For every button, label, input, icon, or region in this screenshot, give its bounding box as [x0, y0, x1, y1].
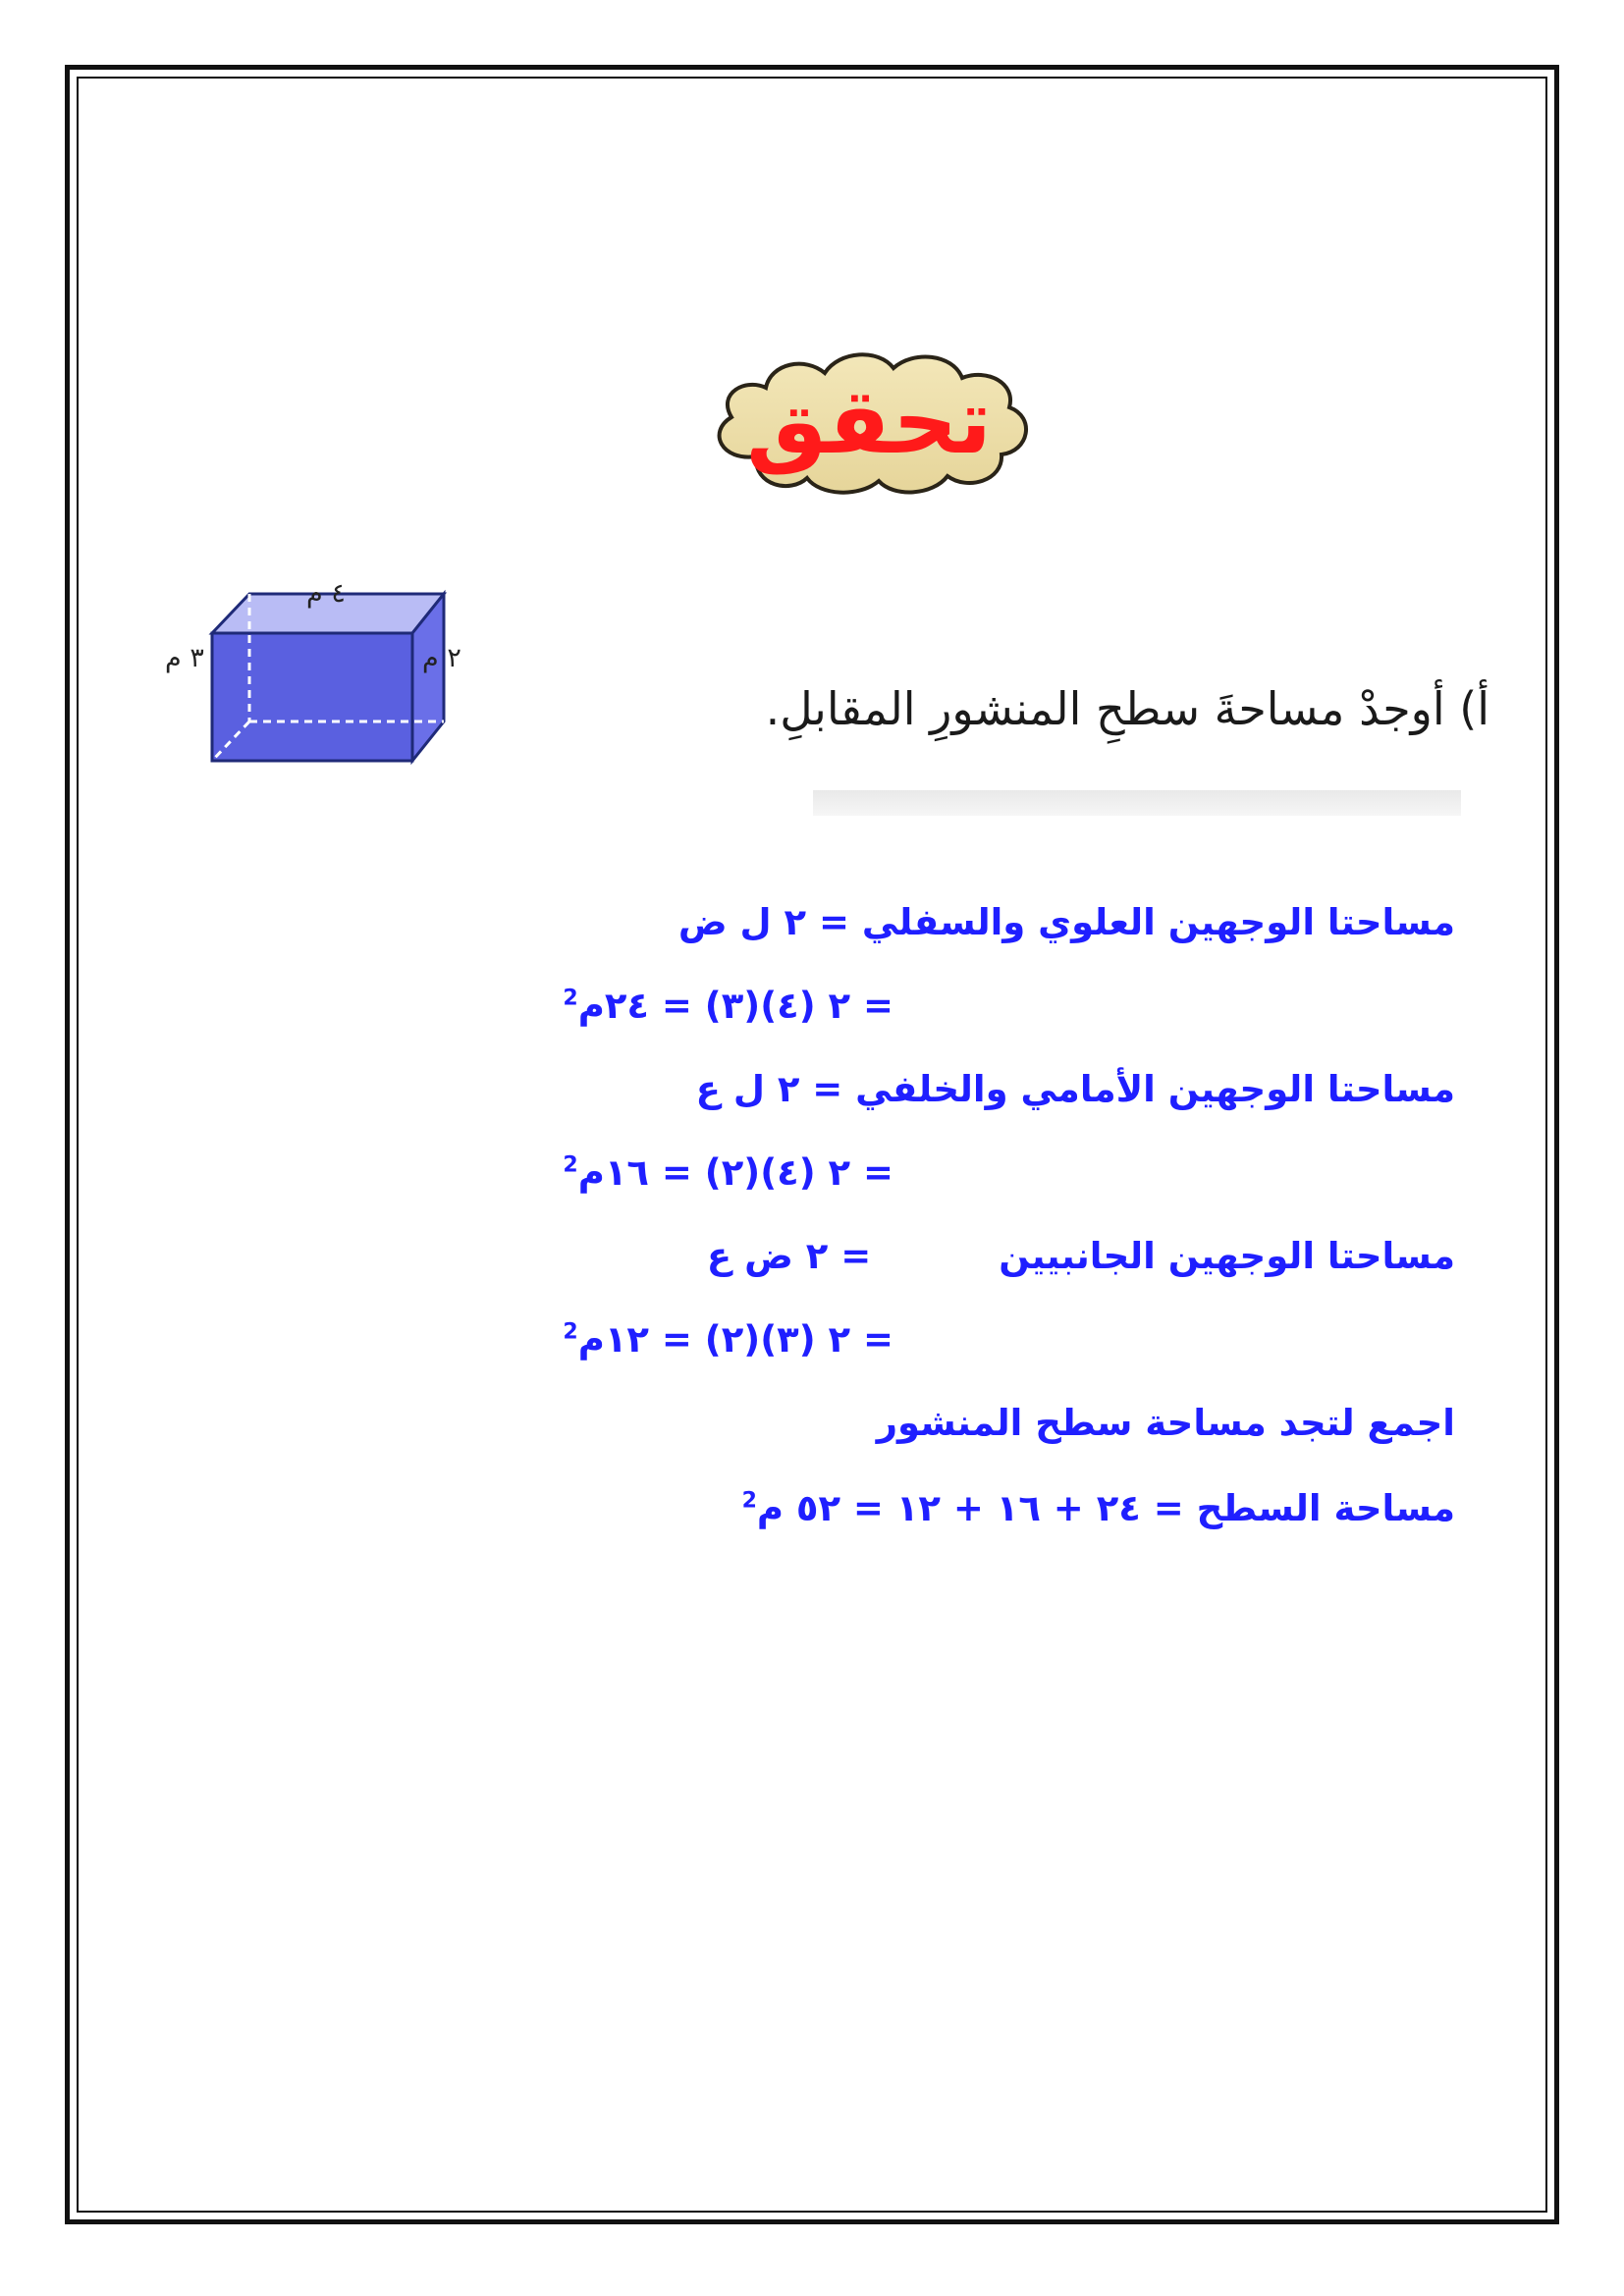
question-highlight: [813, 790, 1461, 816]
prism-width-label: ٣ م: [165, 643, 204, 673]
solution-line-top-bottom: مساحتا الوجهين العلوي والسفلي = ٢ ل ض: [677, 901, 1455, 943]
question-text: أ) أوجدْ مساحةَ سطحِ المنشورِ المقابلِ.: [765, 682, 1489, 735]
solution-line-instruction: اجمع لتجد مساحة سطح المنشور: [876, 1402, 1455, 1444]
check-badge-title: تحقق: [746, 369, 992, 474]
solution-line-front-back-calc: = ٢ (٤)(٢) = ١٦م$^2$: [563, 1151, 893, 1194]
solution-line-sides: مساحتا الوجهين الجانبيين= ٢ ض ع: [706, 1235, 1455, 1277]
solution-line-top-bottom-calc: = ٢ (٤)(٣) = ٢٤م$^2$: [563, 985, 893, 1027]
solution-line-total: مساحة السطح = ٢٤ + ١٦ + ١٢ = ٥٢ م$^2$: [741, 1487, 1455, 1529]
solution-line-front-back: مساحتا الوجهين الأمامي والخلفي = ٢ ل ع: [695, 1068, 1455, 1110]
prism-height-label: ٢ م: [422, 643, 461, 673]
solution-line-sides-calc: = ٢ (٣)(٢) = ١٢م$^2$: [563, 1318, 893, 1361]
prism-length-label: ٤ م: [306, 578, 346, 609]
